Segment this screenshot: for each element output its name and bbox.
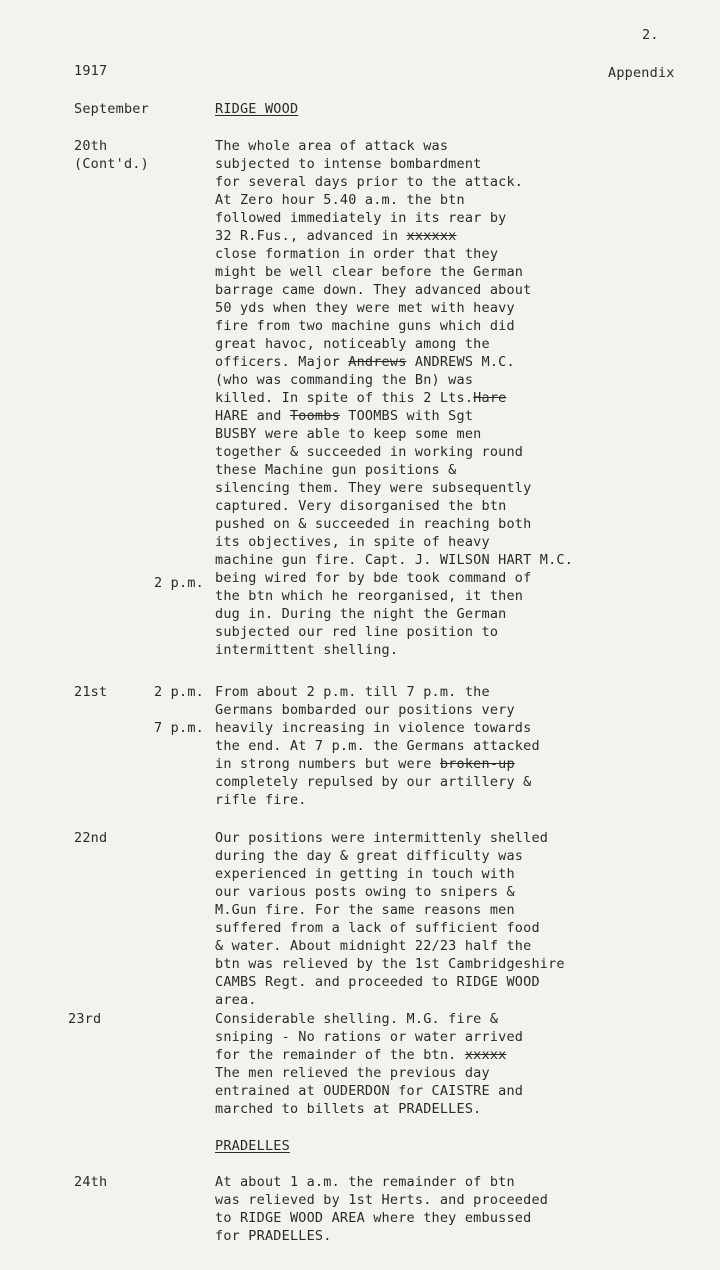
text-line: close formation in order that they — [215, 246, 499, 262]
text-line — [215, 389, 695, 407]
text-line: suffered from a lack of sufficient food — [215, 920, 540, 936]
text-line: experienced in getting in touch with — [215, 866, 515, 882]
text-line: At about 1 a.m. the remainder of btn — [215, 1174, 515, 1190]
text-line-part: in strong numbers but were — [215, 756, 440, 772]
text-line — [215, 407, 695, 425]
entry-text-21st — [215, 683, 695, 809]
text-line: the btn which he reorganised, it then — [215, 588, 524, 604]
text-line: these Machine gun positions & — [215, 462, 457, 478]
text-line: for PRADELLES. — [215, 1228, 332, 1244]
text-line: captured. Very disorganised the btn — [215, 498, 507, 514]
struck-text: Andrews — [348, 354, 407, 370]
entry-date-22nd: 22nd — [74, 830, 108, 846]
text-line: during the day & great difficulty was — [215, 848, 524, 864]
entry-date-21st: 21st — [74, 684, 108, 700]
text-line — [215, 353, 695, 371]
text-line: Considerable shelling. M.G. fire & — [215, 1011, 499, 1027]
text-line: From about 2 p.m. till 7 p.m. the — [215, 684, 490, 700]
text-line: fire from two machine guns which did — [215, 318, 515, 334]
text-line-part: HARE and — [215, 408, 290, 424]
entry-text-20th — [215, 137, 695, 659]
text-line: was relieved by 1st Herts. and proceeded — [215, 1192, 549, 1208]
text-line: to RIDGE WOOD AREA where they embussed — [215, 1210, 532, 1226]
text-line: our various posts owing to snipers & — [215, 884, 515, 900]
text-line: dug in. During the night the German — [215, 606, 507, 622]
entry-time-7pm: 7 p.m. — [154, 720, 204, 736]
text-line: completely repulsed by our artillery & — [215, 774, 532, 790]
text-line: & water. About midnight 22/23 half the — [215, 938, 532, 954]
text-line: area. — [215, 992, 257, 1008]
entry-text-22nd — [215, 829, 695, 1009]
text-line: The whole area of attack was — [215, 138, 449, 154]
text-line: together & succeeded in working round — [215, 444, 524, 460]
entry-time-2pm: 2 p.m. — [154, 684, 204, 700]
struck-text: xxxxx — [464, 1047, 507, 1063]
page-number: 2. — [642, 27, 659, 43]
text-line: BUSBY were able to keep some men — [215, 426, 482, 442]
text-line: At Zero hour 5.40 a.m. the btn — [215, 192, 465, 208]
text-line — [215, 1046, 695, 1064]
text-line: machine gun fire. Capt. J. WILSON HART M.C. — [215, 552, 574, 568]
text-line: Germans bombarded our positions very — [215, 702, 515, 718]
text-line: subjected our red line position to — [215, 624, 499, 640]
entry-date-20th-contd: (Cont'd.) — [74, 156, 149, 172]
entry-date-24th: 24th — [74, 1174, 108, 1190]
text-line: sniping - No rations or water arrived — [215, 1029, 524, 1045]
text-line: CAMBS Regt. and proceeded to RIDGE WOOD — [215, 974, 540, 990]
text-line-part: TOOMBS with Sgt — [339, 408, 474, 424]
year: 1917 — [74, 63, 108, 79]
text-line: its objectives, in spite of heavy — [215, 534, 490, 550]
text-line: Our positions were intermittenly shelled — [215, 830, 549, 846]
text-line: (who was commanding the Bn) was — [215, 372, 474, 388]
struck-text: Hare — [473, 390, 507, 406]
text-line: entrained at OUDERDON for CAISTRE and — [215, 1083, 524, 1099]
text-line-part: ANDREWS M.C. — [406, 354, 515, 370]
text-line: The men relieved the previous day — [215, 1065, 490, 1081]
text-line: for several days prior to the attack. — [215, 174, 524, 190]
text-line — [215, 227, 695, 245]
text-line: barrage came down. They advanced about — [215, 282, 532, 298]
struck-text: broken-up — [439, 756, 515, 772]
struck-text: xxxxxx — [406, 228, 457, 244]
section-heading-pradelles: PRADELLES — [215, 1138, 290, 1154]
appendix-label: Appendix — [608, 65, 675, 81]
text-line: pushed on & succeeded in reaching both — [215, 516, 532, 532]
text-line-part: killed. In spite of this 2 Lts. — [215, 390, 474, 406]
text-line: M.Gun fire. For the same reasons men — [215, 902, 515, 918]
text-line-part: for the remainder of the btn. — [215, 1047, 465, 1063]
text-line: might be well clear before the German — [215, 264, 524, 280]
text-line: silencing them. They were subsequently — [215, 480, 532, 496]
text-line-part: officers. Major — [215, 354, 349, 370]
struck-text: Toombs — [289, 408, 340, 424]
text-line: rifle fire. — [215, 792, 307, 808]
text-line: marched to billets at PRADELLES. — [215, 1101, 482, 1117]
text-line: 50 yds when they were met with heavy — [215, 300, 515, 316]
text-line: heavily increasing in violence towards — [215, 720, 532, 736]
text-line: being wired for by bde took command of — [215, 570, 532, 586]
text-line: btn was relieved by the 1st Cambridgeshire — [215, 956, 565, 972]
text-line-part: 32 R.Fus., advanced in — [215, 228, 407, 244]
month: September — [74, 101, 149, 117]
entry-text-24th — [215, 1173, 695, 1245]
text-line: intermittent shelling. — [215, 642, 399, 658]
entry-date-23rd: 23rd — [68, 1011, 102, 1027]
text-line: great havoc, noticeably among the — [215, 336, 490, 352]
text-line — [215, 755, 695, 773]
text-line: subjected to intense bombardment — [215, 156, 482, 172]
text-line: the end. At 7 p.m. the Germans attacked — [215, 738, 540, 754]
section-heading-ridge-wood: RIDGE WOOD — [215, 101, 299, 117]
entry-text-23rd — [215, 1010, 695, 1118]
text-line: followed immediately in its rear by — [215, 210, 507, 226]
entry-date-20th: 20th — [74, 138, 108, 154]
entry-time-2pm: 2 p.m. — [154, 575, 204, 591]
